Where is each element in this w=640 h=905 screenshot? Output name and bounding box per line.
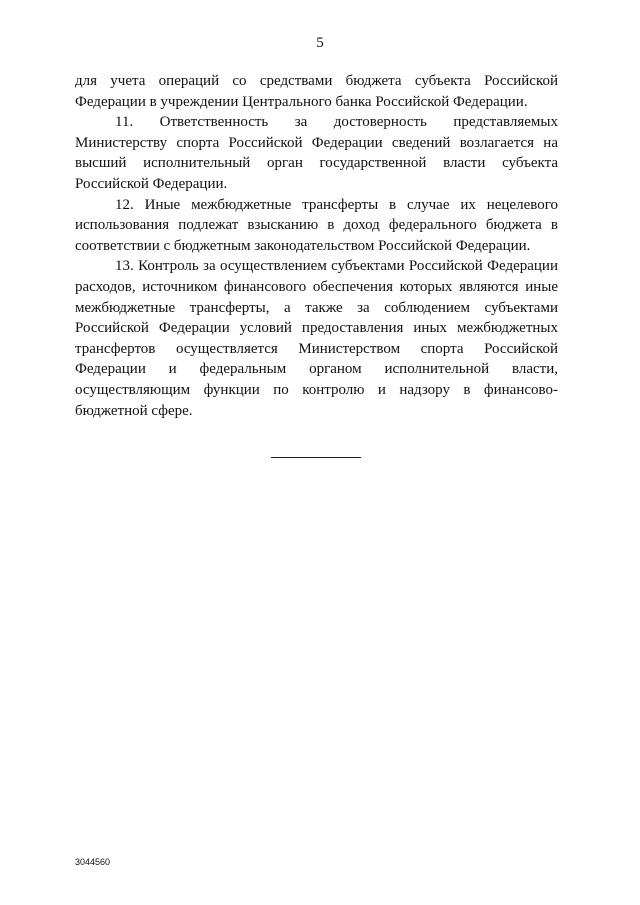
document-body [75,71,558,421]
paragraph-item-13: 13. Контроль за осуществлением субъектами Российской Федерации расходов, источником финансового обеспечения которых являются иные межбюджетные трансферты, а также за соблюдением субъектами Российской Федерации условий предоставления иных межбюджетных трансфертов осуществляется Министерством спорта Российской Федерации и федеральным органом исполнительной власти, осуществляющим функции по контролю и надзору в финансово-бюджетной сфере. [75,258,558,419]
document-code: 3044560 [75,857,111,867]
page-number: 5 [316,35,324,51]
paragraph-item-12: 12. Иные межбюджетные трансферты в случае их нецелевого использования подлежат взысканию в доход федерального бюджета в соответствии с бюджетным законодательством Российской Федерации. [75,196,558,254]
end-separator-line [271,457,361,458]
paragraph-item-11: 11. Ответственность за достоверность представляемых Министерству спорта Российской Федерации сведений возлагается на высший исполнительный орган государственной власти субъекта Российской Федерации. [75,114,558,192]
paragraph-continuation: для учета операций со средствами бюджета субъекта Российской Федерации в учреждении Центрального банка Российской Федерации. [75,73,558,110]
